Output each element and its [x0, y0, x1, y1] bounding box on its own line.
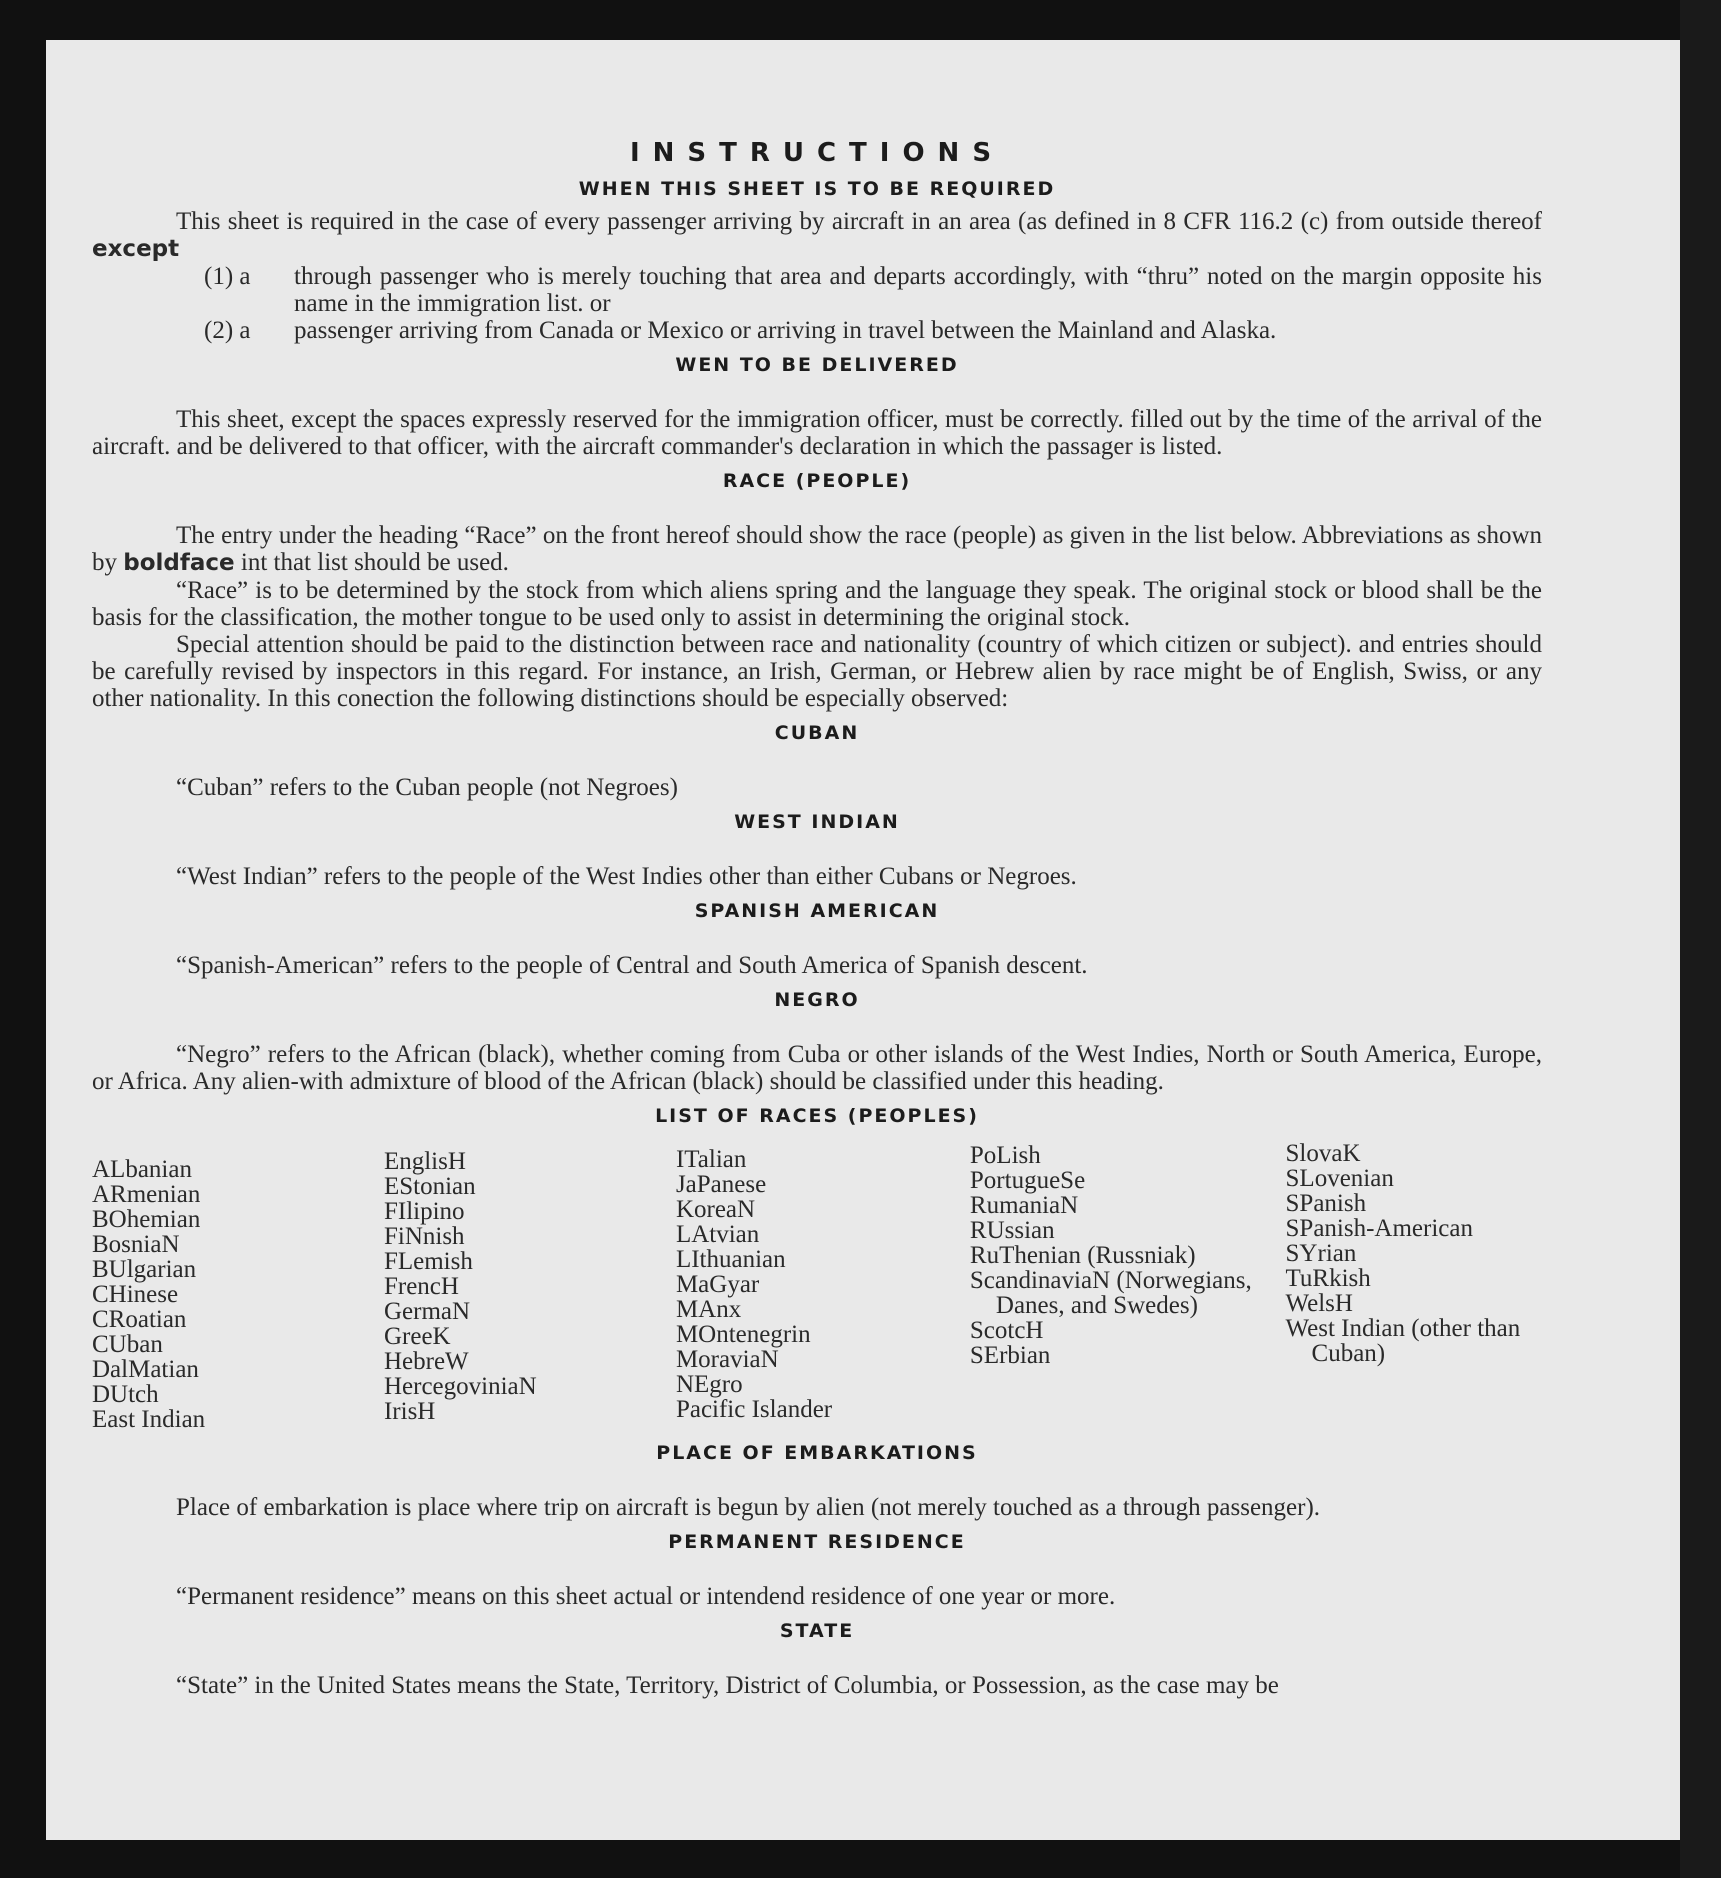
race-item: ITalian	[675, 1146, 747, 1173]
race-item: GermaN	[383, 1298, 471, 1325]
exception-item-1: (1) a through passenger who is merely touching that area and departs accordingly, with “thru” noted on the margin opposite his name in the immigration list. or	[204, 263, 1542, 317]
race-item: HercegoviniaN	[383, 1373, 537, 1400]
heading-race: RACE (PEOPLE)	[722, 470, 912, 492]
race-item: MAnx	[675, 1296, 742, 1323]
race-item: CHinese	[92, 1281, 179, 1308]
heading-spanish-american: SPANISH AMERICAN	[694, 900, 940, 922]
race-item: FiNnish	[383, 1223, 465, 1250]
race-item: IrisH	[383, 1398, 436, 1425]
race-item: BUlgarian	[92, 1256, 197, 1283]
required-intro: This sheet is required in the case of every passenger arriving by aircraft in an area (as defined in 8 CFR 116.2 (c) from outside thereof except	[92, 208, 1542, 262]
race-item: ARmenian	[92, 1181, 201, 1208]
heading-permanent-residence: PERMANENT RESIDENCE	[668, 1531, 966, 1553]
west-indian-text: “West Indian” refers to the people of the West Indies other than either Cubans or Negroes.	[176, 863, 1077, 890]
race-item: MaGyar	[675, 1271, 760, 1298]
race-item: ScandinaviaN (Norwegians, Danes, and Swedes)	[969, 1267, 1252, 1319]
race-paragraph-3: Special attention should be paid to the distinction between race and nationality (country of which citizen or subject). and entries should be carefully revised by inspectors in this regard. For instance, an Irish, German, or Hebrew alien by race might be of English, Swiss, or any other nationality. In this conection the following distinctions should be especially observed:	[92, 631, 1542, 712]
negro-text: “Negro” refers to the African (black), whether coming from Cuba or other islands of the West Indies, North or South America, Europe, or Africa. Any alien-with admixture of blood of the African (black) should be classified under this heading.	[92, 1041, 1542, 1095]
race-item: HebreW	[383, 1348, 469, 1375]
race-item: GreeK	[383, 1323, 451, 1350]
races-column-2	[384, 1149, 676, 1432]
race-item: FIlipino	[383, 1198, 465, 1225]
race-item: PortugueSe	[969, 1167, 1086, 1194]
race-item: LAtvian	[675, 1221, 760, 1248]
race-item: PoLish	[969, 1142, 1041, 1169]
race-paragraph-1: The entry under the heading “Race” on the front hereof should show the race (people) as given in the list below. Abbreviations as shown by boldface int that list should be used.	[92, 522, 1542, 576]
race-item: KoreaN	[675, 1196, 756, 1223]
heading-delivered: WEN TO BE DELIVERED	[675, 354, 959, 376]
race-item: RUssian	[969, 1217, 1055, 1244]
race-item: WelsH	[1285, 1290, 1353, 1317]
except-bold: except	[92, 236, 180, 262]
instruction-sheet	[46, 40, 1680, 1840]
spanish-american-text: “Spanish-American” refers to the people of Central and South America of Spanish descent.	[176, 952, 1088, 979]
embarkation-text: Place of embarkation is place where trip on aircraft is begun by alien (not merely touched as a through passenger).	[176, 1494, 1321, 1521]
race-item: EStonian	[383, 1173, 476, 1200]
race-item: DUtch	[92, 1381, 159, 1408]
race-item: EnglisH	[383, 1148, 466, 1175]
race-item: RumaniaN	[969, 1192, 1079, 1219]
race-item: BosniaN	[92, 1231, 180, 1258]
race-item: TuRkish	[1285, 1265, 1371, 1292]
exception-item-2: (2) a passenger arriving from Canada or Mexico or arriving in travel between the Mainland and Alaska.	[204, 317, 1277, 344]
heading-cuban: CUBAN	[774, 722, 860, 744]
race-item: MoraviaN	[675, 1346, 779, 1373]
races-column-1	[92, 1157, 384, 1432]
heading-west-indian: WEST INDIAN	[734, 811, 900, 833]
race-item: SErbian	[969, 1342, 1051, 1369]
residence-text: “Permanent residence” means on this sheet actual or intendend residence of one year or more.	[176, 1583, 1116, 1610]
race-item: MOntenegrin	[675, 1321, 811, 1348]
cuban-text: “Cuban” refers to the Cuban people (not Negroes)	[176, 774, 678, 801]
race-paragraph-2: “Race” is to be determined by the stock from which aliens spring and the language they speak. The original stock or blood shall be the basis for the classification, the mother tongue to be used only to assist in determining the original stock.	[92, 577, 1542, 631]
race-item: FLemish	[383, 1248, 473, 1275]
boldface-bold: boldface	[123, 550, 235, 576]
race-item: JaPanese	[675, 1171, 767, 1198]
page-title: INSTRUCTIONS	[629, 138, 1005, 168]
races-column-3	[676, 1147, 970, 1432]
heading-required: WHEN THIS SHEET IS TO BE REQUIRED	[578, 178, 1056, 200]
race-item: East Indian	[92, 1406, 206, 1433]
race-item: LIthuanian	[675, 1246, 786, 1273]
race-item: SlovaK	[1285, 1140, 1361, 1167]
race-item: SPanish-American	[1285, 1215, 1473, 1242]
race-item: Pacific Islander	[675, 1396, 833, 1423]
scan-border	[1680, 0, 1721, 1878]
race-item: SPanish	[1285, 1190, 1367, 1217]
heading-races-list: LIST OF RACES (PEOPLES)	[655, 1105, 979, 1127]
race-item: ScotcH	[969, 1317, 1044, 1344]
heading-negro: NEGRO	[774, 989, 860, 1011]
race-item: West Indian (other than Cuban)	[1285, 1315, 1521, 1367]
races-column-4	[970, 1143, 1286, 1432]
race-item: ALbanian	[92, 1156, 192, 1183]
delivered-text: This sheet, except the spaces expressly reserved for the immigration officer, must be correctly. filled out by the time of the arrival of the aircraft. and be delivered to that officer, with the aircraft commander's declaration in which the passager is listed.	[92, 406, 1542, 460]
race-item: DalMatian	[92, 1356, 199, 1383]
race-item: SYrian	[1285, 1240, 1357, 1267]
race-item: CUban	[92, 1331, 163, 1358]
race-item: CRoatian	[92, 1306, 187, 1333]
state-text: “State” in the United States means the State, Territory, District of Columbia, or Possession, as the case may be	[176, 1672, 1279, 1699]
race-item: SLovenian	[1285, 1165, 1394, 1192]
race-item: FrencH	[383, 1273, 459, 1300]
race-item: RuThenian (Russniak)	[969, 1242, 1196, 1269]
races-column-5	[1286, 1141, 1542, 1432]
heading-embarkation: PLACE OF EMBARKATIONS	[656, 1442, 978, 1464]
races-list	[92, 1141, 1542, 1432]
race-item: BOhemian	[92, 1206, 201, 1233]
race-item: NEgro	[675, 1371, 743, 1398]
heading-state: STATE	[779, 1620, 855, 1642]
